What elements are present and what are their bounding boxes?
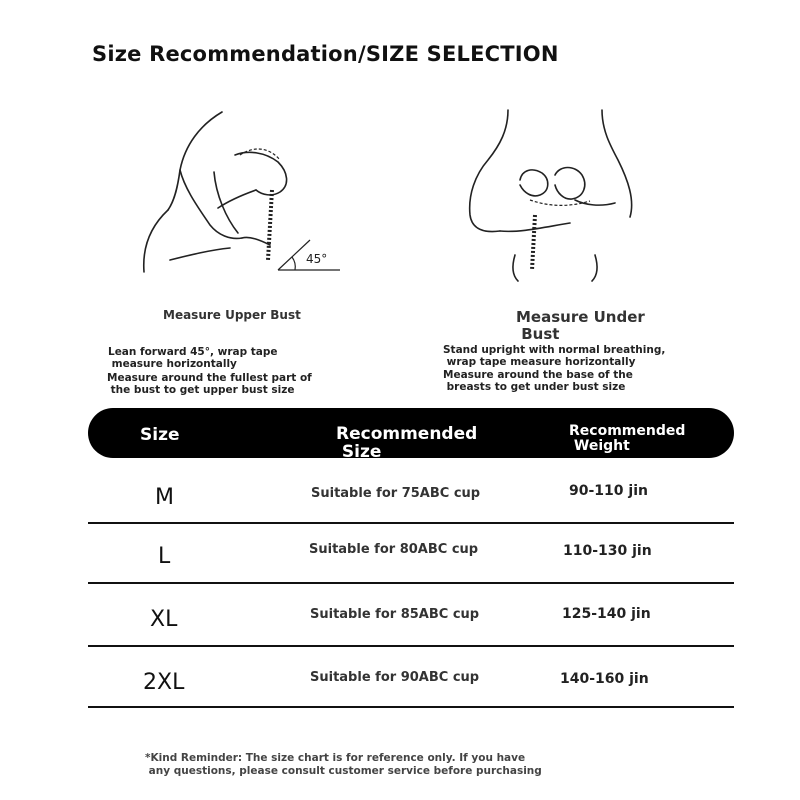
- row-separator: [88, 582, 734, 584]
- row-size-xl: XL: [150, 607, 178, 632]
- upper-bust-note-2: Measure around the fullest part of the bust to get upper bust size: [107, 372, 312, 396]
- row-weight-2xl: 140-160 jin: [560, 671, 649, 687]
- under-bust-caption: Measure Under Bust: [516, 308, 645, 343]
- row-separator: [88, 522, 734, 524]
- upper-bust-caption: Measure Upper Bust: [163, 308, 301, 322]
- upper-bust-illustration: [130, 100, 350, 280]
- row-cup-m: Suitable for 75ABC cup: [311, 486, 481, 501]
- row-cup-2xl: Suitable for 90ABC cup: [310, 670, 480, 685]
- angle-label: 45°: [306, 252, 328, 266]
- row-size-l: L: [158, 544, 171, 569]
- row-size-m: M: [155, 485, 174, 510]
- row-weight-l: 110-130 jin: [563, 543, 652, 559]
- row-separator: [88, 706, 734, 708]
- row-size-2xl: 2XL: [143, 670, 185, 695]
- header-recommended-weight: Recommended Weight: [569, 423, 686, 454]
- under-bust-note-2: Measure around the base of the breasts to get under bust size: [443, 369, 633, 393]
- under-bust-note-1: Stand upright with normal breathing, wrap tape measure horizontally: [443, 344, 666, 368]
- row-cup-xl: Suitable for 85ABC cup: [310, 607, 480, 622]
- under-bust-illustration: [460, 105, 650, 285]
- header-recommended-size: Recommended Size: [336, 424, 478, 462]
- row-separator: [88, 645, 734, 647]
- page-title: Size Recommendation/SIZE SELECTION: [92, 42, 559, 66]
- row-cup-l: Suitable for 80ABC cup: [309, 542, 479, 557]
- kind-reminder: *Kind Reminder: The size chart is for reference only. If you have any questions, please consult customer service before purchasing: [145, 752, 542, 777]
- upper-bust-note-1: Lean forward 45°, wrap tape measure horizontally: [108, 346, 278, 370]
- table-header: [88, 408, 734, 462]
- row-weight-m: 90-110 jin: [569, 483, 648, 499]
- header-size: Size: [140, 425, 180, 445]
- row-weight-xl: 125-140 jin: [562, 606, 651, 622]
